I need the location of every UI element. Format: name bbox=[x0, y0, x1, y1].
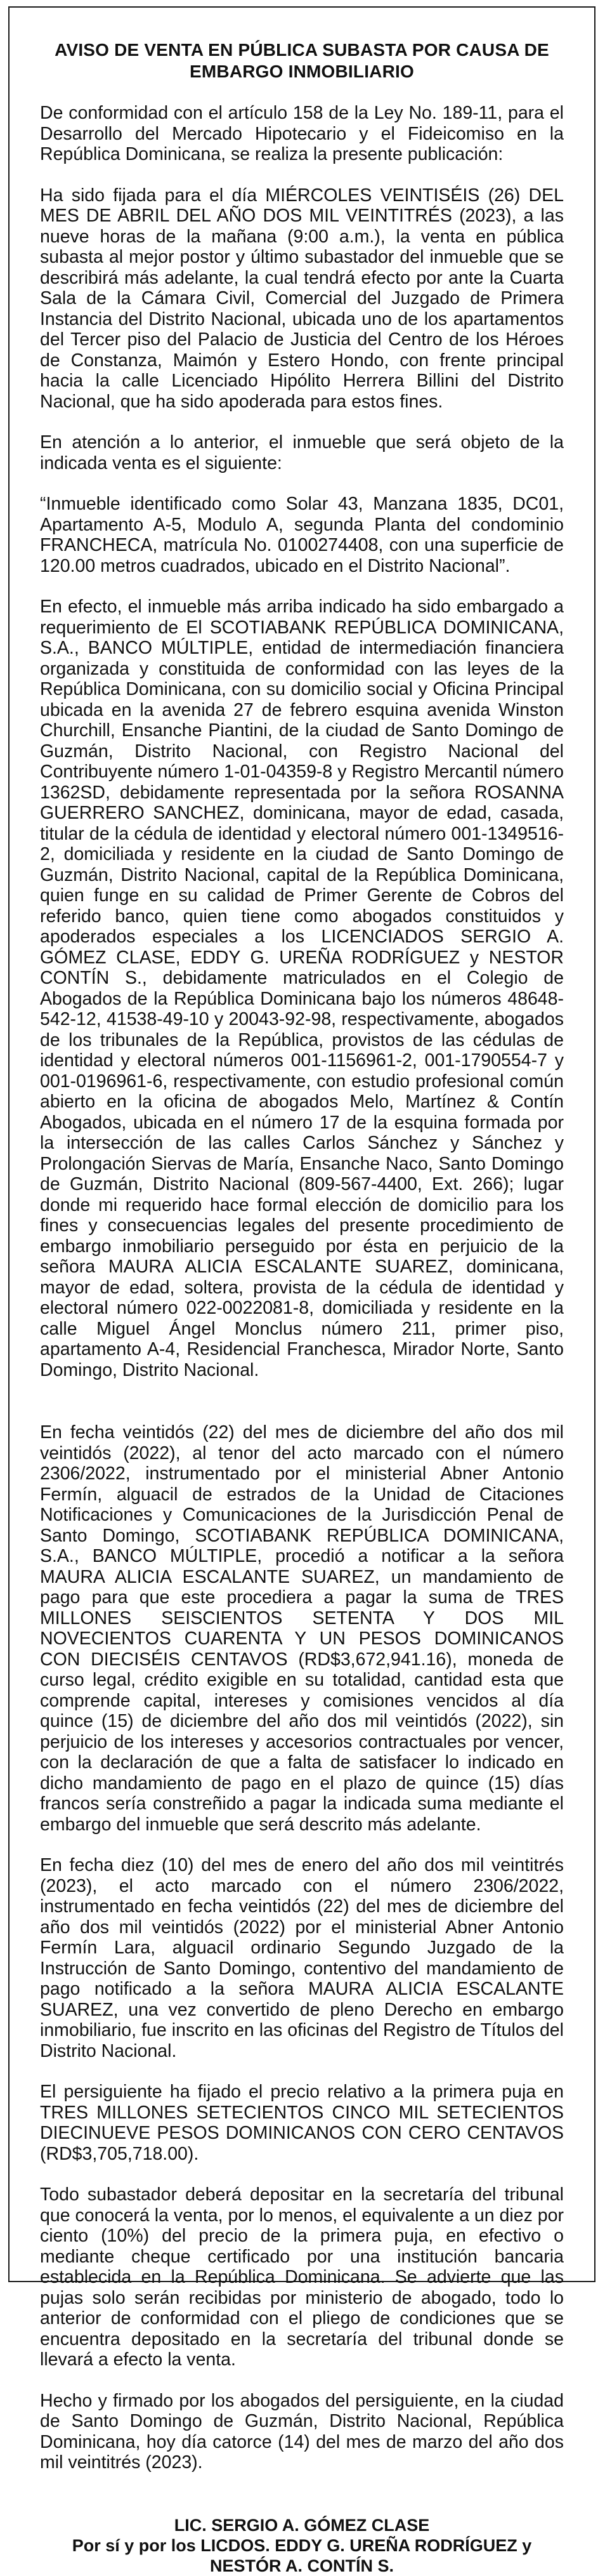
paragraph-payment-order: En fecha veintidós (22) del mes de diciembre del año dos mil veintidós (2022), al tenor del acto marcado con el número 2306/2022, instrumentado por el ministerial Abner Antonio Fermín, alguacil de estrados de la Unidad de Citaciones Notificaciones y Comunicaciones de la Jurisdicción Penal de Santo Domingo, SCOTIABANK REPÚBLICA DOMINICANA, S.A., BANCO MÚLTIPLE, procedió a notificar a la señora MAURA ALICIA ESCALANTE SUAREZ, un mandamiento de pago para que este procediera a pagar la suma de TRES MILLONES SEISCIENTOS SETENTA Y DOS MIL NOVECIENTOS CUARENTA Y UN PESOS DOMINICANOS CON DIECISÉIS CENTAVOS (RD$3,672,941.16), moneda de curso legal, crédito exigible en su totalidad, cantidad esta que comprende capital, intereses y comisiones vencidos al día quince (15) de diciembre del año dos mil veintidós (2022), sin perjuicio de los intereses y accesorios contractuales por vencer, con la declaración de que a falta de satisfacer lo indicado en dicho mandamiento de pago en el plazo de quince (15) días francos sería constreñido a pagar la indicada suma mediante el embargo del inmueble que será descrito más adelante. bbox=[40, 1422, 564, 1835]
legal-notice-box bbox=[8, 6, 595, 2575]
paragraph-legal-basis: De conformidad con el artículo 158 de la Ley No. 189-11, para el Desarrollo del Mercado Hipotecario y el Fideicomiso en la República Dominicana, se realiza la presente publicación: bbox=[40, 103, 564, 164]
paragraph-seizure-parties: En efecto, el inmueble más arriba indicado ha sido embargado a requerimiento de El SCOTIABANK REPÚBLICA DOMINICANA, S.A., BANCO MÚLTIPLE, entidad de intermediación financiera organizada y constituida de conformidad con las leyes de la República Dominicana, con su domicilio social y Oficina Principal ubicada en la avenida 27 de febrero esquina avenida Winston Churchill, Ensanche Piantini, de la ciudad de Santo Domingo de Guzmán, Distrito Nacional, con Registro Nacional del Contribuyente número 1-01-04359-8 y Registro Mercantil número 1362SD, debidamente representada por la señora ROSANNA GUERRERO SANCHEZ, dominicana, mayor de edad, casada, titular de la cédula de identidad y electoral número 001-1349516-2, domiciliada y residente en la ciudad de Santo Domingo de Guzmán, Distrito Nacional, capital de la República Dominicana, quien funge en su calidad de Primer Gerente de Cobros del referido banco, quien tiene como abogados constituidos y apoderados especiales a los LICENCIADOS SERGIO A. GÓMEZ CLASE, EDDY G. UREÑA RODRÍGUEZ y NESTOR CONTÍN S., debidamente matriculados en el Colegio de Abogados de la República Dominicana bajo los números 48648-542-12, 41538-49-10 y 20043-92-98, respectivamente, abogados de los tribunales de la República, provistos de las cédulas de identidad y electoral números 001-1156961-2, 001-1790554-7 y 001-0196961-6, respectivamente, con estudio profesional común abierto en la oficina de abogados Melo, Martínez & Contín Abogados, ubicada en el número 17 de la esquina formada por la intersección de las calles Carlos Sánchez y Sánchez y Prolongación Siervas de María, Ensanche Naco, Santo Domingo de Guzmán, Distrito Nacional (809-567-4400, Ext. 266); lugar donde mi requerido hace formal elección de domicilio para los fines y consecuencias legales del presente procedimiento de embargo inmobiliario perseguido por ésta en perjuicio de la señora MAURA ALICIA ESCALANTE SUAREZ, dominicana, mayor de edad, soltera, provista de la cédula de identidad y electoral número 022-0022081-8, domiciliada y residente en la calle Miguel Ángel Monclus número 211, primer piso, apartamento A-4, Residencial Franchesca, Mirador Norte, Santo Domingo, Distrito Nacional. bbox=[40, 597, 564, 1380]
signature-on-behalf: Por sí y por los LICDOS. EDDY G. UREÑA RODRÍGUEZ y bbox=[72, 2535, 532, 2555]
paragraph-signing-date: Hecho y firmado por los abogados del persiguiente, en la ciudad de Santo Domingo de Guzmán, Distrito Nacional, República Dominicana, hoy día catorce (14) del mes de marzo del año dos mil veintitrés (2023). bbox=[40, 2390, 564, 2473]
paragraph-property-intro: En atención a lo anterior, el inmueble que será objeto de la indicada venta es el siguiente: bbox=[40, 432, 564, 473]
signature-co-counsel: NESTÓR A. CONTÍN S. bbox=[209, 2556, 394, 2575]
notice-title: AVISO DE VENTA EN PÚBLICA SUBASTA POR CAUSA DE EMBARGO INMOBILIARIO bbox=[55, 40, 549, 81]
signature-name: LIC. SERGIO A. GÓMEZ CLASE bbox=[174, 2515, 430, 2535]
paragraph-deposit-conditions: Todo subastador deberá depositar en la secretaría del tribunal que conocerá la venta, por lo menos, el equivalente a un diez por ciento (10%) del precio de la primera puja, en efectivo o mediante cheque certificado por una institución bancaria establecida en la República Dominicana. Se advierte que las pujas solo serán recibidas por ministerio de abogado, todo lo anterior de conformidad con el pliego de condiciones que se encuentra depositado en la secretaría del tribunal donde se llevará a efecto la venta. bbox=[40, 2184, 564, 2370]
paragraph-first-bid-price: El persiguiente ha fijado el precio relativo a la primera puja en TRES MILLONES SETECIENTOS CINCO MIL SETECIENTOS DIECINUEVE PESOS DOMINICANOS CON CERO CENTAVOS (RD$3,705,718.00). bbox=[40, 2082, 564, 2164]
paragraph-registration: En fecha diez (10) del mes de enero del año dos mil veintitrés (2023), el acto marcado con el número 2306/2022, instrumentado en fecha veintidós (22) del mes de diciembre del año dos mil veintidós (2022) por el ministerial Abner Antonio Fermín Lara, alguacil ordinario Segundo Juzgado de la Instrucción de Santo Domingo, contentivo del mandamiento de pago notificado a la señora MAURA ALICIA ESCALANTE SUAREZ, una vez convertido de pleno Derecho en embargo inmobiliario, fue inscrito en las oficinas del Registro de Títulos del Distrito Nacional. bbox=[40, 1855, 564, 2061]
paragraph-auction-date: Ha sido fijada para el día MIÉRCOLES VEINTISÉIS (26) DEL MES DE ABRIL DEL AÑO DOS MIL VEINTITRÉS (2023), a las nueve horas de la mañana (9:00 a.m.), la venta en pública subasta al mejor postor y último subastador del inmueble que se describirá más adelante, la cual tendrá efecto por ante la Cuarta Sala de la Cámara Civil, Comercial del Juzgado de Primera Instancia del Distrito Nacional, ubicada uno de los apartamentos del Tercer piso del Palacio de Justicia del Centro de los Héroes de Constanza, Maimón y Estero Hondo, con frente principal hacia la calle Licenciado Hipólito Herrera Billini del Distrito Nacional, que ha sido apoderada para estos fines. bbox=[40, 185, 564, 412]
paragraph-property-description: “Inmueble identificado como Solar 43, Manzana 1835, DC01, Apartamento A-5, Modulo A, segunda Planta del condominio FRANCHECA, matrícula No. 0100274408, con una superficie de 120.00 metros cuadrados, ubicado en el Distrito Nacional”. bbox=[40, 494, 564, 576]
